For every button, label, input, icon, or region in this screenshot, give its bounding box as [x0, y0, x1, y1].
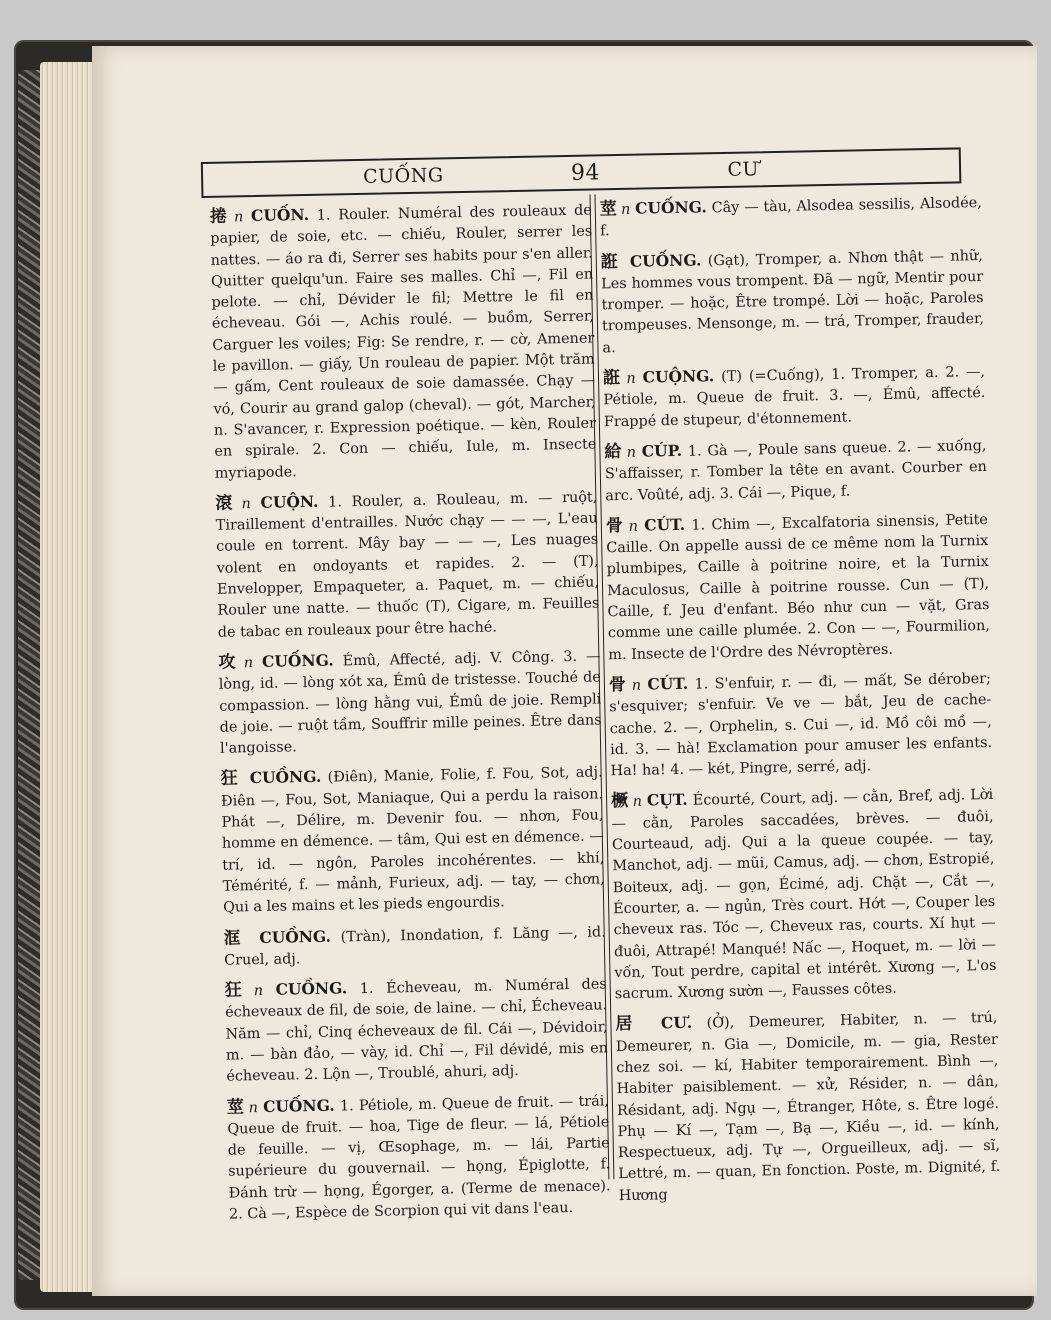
han-character: 誑: [602, 368, 623, 389]
page-content: [200, 105, 1020, 1223]
headword: CUỐNG.: [262, 1095, 335, 1116]
definition: Cây — tàu, Alsodea sessilis, Alsodée, f.: [600, 195, 982, 240]
entry: [603, 360, 986, 433]
headword: CUỐNG.: [634, 197, 707, 218]
part-of-speech: n: [233, 209, 244, 226]
entry: [615, 1006, 1001, 1207]
definition: 1. S'enfuir, r. — đi, — mất, Se dérober; s'esquiver; s'enfuir. Ve ve — bắt, Jeu de cache-cache. 2. —, Orphelin, s. Cui —, id. Mồ côi mồ —, id. 3. — hà! Exclamation pour amuser les enfants. Ha! ha! 4. — két, Pingre, serré, adj.: [609, 670, 993, 780]
definition: 1. Pétiole, m. Queue de fruit. — trái, Queue de fruit. — hoa, Tige de fleur. — lá, Pétiole de feuille. — vị, Œsophage, m. — lái, Partie supérieure du gouvernail. — họng, Épiglotte, f. Đánh trừ — họng, Égorger, a. (Terme de menace). 2. Cà —, Espèce de Scorpion qui vit dans l'eau.: [227, 1092, 611, 1223]
entry: [601, 244, 985, 360]
part-of-speech: n: [620, 201, 631, 218]
part-of-speech: n: [632, 794, 643, 811]
definition: 1. Rouler, a. Rouleau, m. — ruột, Tiraillement d'entrailles. Nước chạy — — —, L'eau coule en torrent. Mây bay — — —, Les nuages volent en ondoyants et rapides. 2. — (T), Envelopper, Empaqueter, a. Paquet, m. — chiếu, Rouler une natte. — thuốc (T), Cigare, m. Feuilles de tabac en rouleaux pour être haché.: [215, 489, 600, 641]
han-character: 居: [615, 1014, 643, 1035]
entry: [227, 1089, 611, 1226]
definition: 1. Gà —, Poule sans queue. 2. — xuống, S'affaisser, r. Tomber la tête en avant. Courber en arc. Voûté, adj. 3. Cái —, Pique, f.: [604, 437, 987, 504]
entry: [218, 644, 602, 760]
definition: (Tràn), Inondation, f. Lăng —, id. Cruel, adj.: [223, 923, 606, 969]
headword: CUỐN.: [250, 204, 310, 226]
right-column: [600, 191, 1001, 1215]
running-header: [201, 147, 962, 198]
han-character: 骨: [605, 515, 625, 537]
han-character: 骨: [608, 674, 628, 696]
definition: (T) (=Cuống), 1. Tromper, a. 2. —, Pétiole, m. Queue de fruit. 3. —, Émû, affecté. Frappé de stupeur, d'étonnement.: [603, 364, 986, 430]
han-character: 莖: [226, 1096, 245, 1118]
page-edges: [40, 62, 100, 1292]
han-character: 洭: [223, 927, 246, 949]
headword: CUỘN.: [260, 491, 319, 512]
headword: CUỒNG.: [259, 926, 332, 947]
headword: CUỘNG.: [642, 366, 715, 387]
definition: (Ở), Demeurer, Habiter, n. — trú, Demeurer, n. Gia —, Domicile, m. — gia, Rester chez soi. — kí, Habiter temporairement. Bình —, Habiter paisiblement. — xử, Résider, n. — dân, Résidant, adj. Ngụ —, Étranger, Hôte, s. Être logé. Phụ — Kí —, Tạm —, Bạ —, Kiều —, id. — kính, Respectueux, adj. Tự —, Orgueilleux, adj. — sĩ, Lettré, m. — quan, En fonction. Poste, m. Dignité, f. Hương: [615, 1010, 1001, 1204]
part-of-speech: n: [241, 495, 251, 513]
han-character: 捲: [209, 206, 231, 227]
han-character: 莖: [599, 199, 618, 220]
han-character: 誑: [600, 251, 620, 272]
definition: 1. Rouler. Numéral des rouleaux de papier, de soie, etc. — chiếu, Rouler, serrer les nattes. — áo ra đi, Serrer ses habits pour s'en aller. Quitter quelqu'un. Faire ses malles. Chỉ —, Fil en pelote. — chỉ, Dévider le fil; Mettre le fil en écheveau. Gói —, Achis roulé. — buồm, Serrer, Carguer les voiles; Fig: Se rendre, r. — cờ, Amener le pavillon. — giấy, Un rouleau de papier. Một trăm — gấm, Cent rouleaux de soie damassée. Chạy — vó, Courir au grand galop (cheval). — gót, Marcher, n. S'avancer, r. Expression poétique. — kèn, Rouler en spirale. 2. Con — chiếu, Iule, m. Insecte myriapode.: [210, 202, 597, 482]
headword: CUỐNG.: [261, 650, 334, 671]
definition: Émû, Affecté, adj. V. Công. 3. — lòng, id. — lòng xót xa, Émû de tristesse. Touché de compassion. — lòng hằng vui, Émû de joie. Rempli de joie. — ruột tầm, Souffrir mille peines. Être dans l'angoisse.: [218, 648, 602, 757]
part-of-speech: n: [631, 677, 642, 694]
headword: CÚP.: [641, 440, 683, 461]
han-character: 給: [604, 441, 623, 463]
han-character: 橛: [610, 791, 629, 812]
definition: (Gạt), Tromper, a. Nhơn thật — nhữ, Les hommes vous trompent. Đã — ngữ, Mentir pour tromper. — hoặc, Être trompé. Lời — hoặc, Paroles trompeuses. Mensonge, m. — trá, Tromper, frauder, a.: [601, 247, 985, 357]
part-of-speech: n: [248, 1099, 259, 1116]
entry: [225, 972, 609, 1088]
han-character: 狂: [224, 980, 250, 1001]
entry: [215, 485, 600, 643]
left-column: [210, 198, 612, 1234]
definition: Écourté, Court, adj. — cằn, Bref, adj. Lời — cằn, Paroles saccadées, brèves. — đuôi, Courteaud, adj. Qui a la queue coupée. — tay, Manchot, adj. — mũi, Camus, adj. — chơn, Estropié, Boiteux, adj. — gọn, Écimé, adj. Chặt —, Cắt —, Écourter, a. — ngủn, Très court. Hớt —, Couper les cheveux ras. Tóc —, Cheveux ras, courts. Xí hụt — đuôi, Attrapé! Manqué! Nấc —, Hoquet, m. — lời — vốn, Tout perdre, capital et intérêt. Xương —, L'os sacrum. Xương sườn —, Fausses côtes.: [611, 787, 997, 1003]
entry: [600, 191, 983, 243]
headword: CỤT.: [646, 790, 688, 810]
headword: CUỒNG.: [275, 978, 348, 999]
han-character: 攻: [218, 652, 241, 673]
entry: [606, 508, 991, 666]
headword: CUỒNG.: [249, 767, 322, 788]
part-of-speech: n: [253, 983, 264, 1000]
entry: [220, 761, 605, 919]
headword: CÚT.: [647, 673, 689, 694]
header-left-word: CUỐNG: [362, 164, 444, 188]
headword: CÚT.: [644, 514, 686, 535]
part-of-speech: n: [628, 518, 639, 535]
headword: CƯ.: [660, 1013, 693, 1033]
part-of-speech: n: [243, 655, 254, 672]
part-of-speech: n: [626, 370, 636, 387]
header-right-word: CƯ: [727, 158, 760, 181]
entry: [224, 920, 607, 972]
han-character: 滾: [215, 493, 238, 514]
entry: [611, 783, 997, 1005]
han-character: 狂: [220, 768, 240, 790]
definition: (Điên), Manie, Folie, f. Fou, Sot, adj. Điên —, Fou, Sot, Maniaque, Qui a perdu la raison. Phát —, Délire, m. Devenir fou. — nhơn, Fou, homme en démence. — tâm, Qui est en démence. — trí, id. — ngôn, Paroles incohérentes. — khí, Témérité, f. — mảnh, Furieux, adj. — tay, — chơn, Qui a les mains et les pieds engourdis.: [220, 764, 605, 916]
entry: [604, 434, 987, 507]
definition: 1. Chim —, Excalfatoria sinensis, Petite Caille. On appelle aussi de ce même nom la Turnix plumbipes, Caille à poitrine noire, et la Turnix Maculosus, Caille à poitrine rousse. Cun — (T), Caille, f. Jeu d'enfant. Béo như cun — vặt, Gras comme une caille plumée. 2. Con — —, Fourmilion, m. Insecte de l'Ordre des Névroptères.: [606, 511, 991, 663]
entry: [210, 198, 597, 484]
part-of-speech: n: [626, 444, 637, 461]
entry: [609, 667, 993, 783]
headword: CUỐNG.: [629, 249, 702, 271]
definition: 1. Écheveau, m. Numéral des écheveaux de fil, de soie, de laine. — chỉ, Écheveau. Năm — chỉ, Cinq écheveaux de fil. Cái —, Dévidoir, m. — bàn đảo, — vày, id. Chỉ —, Fil dévidé, mis en écheveau. 2. Lộn —, Troublé, ahuri, adj.: [224, 976, 609, 1085]
page-number: 94: [570, 159, 601, 186]
